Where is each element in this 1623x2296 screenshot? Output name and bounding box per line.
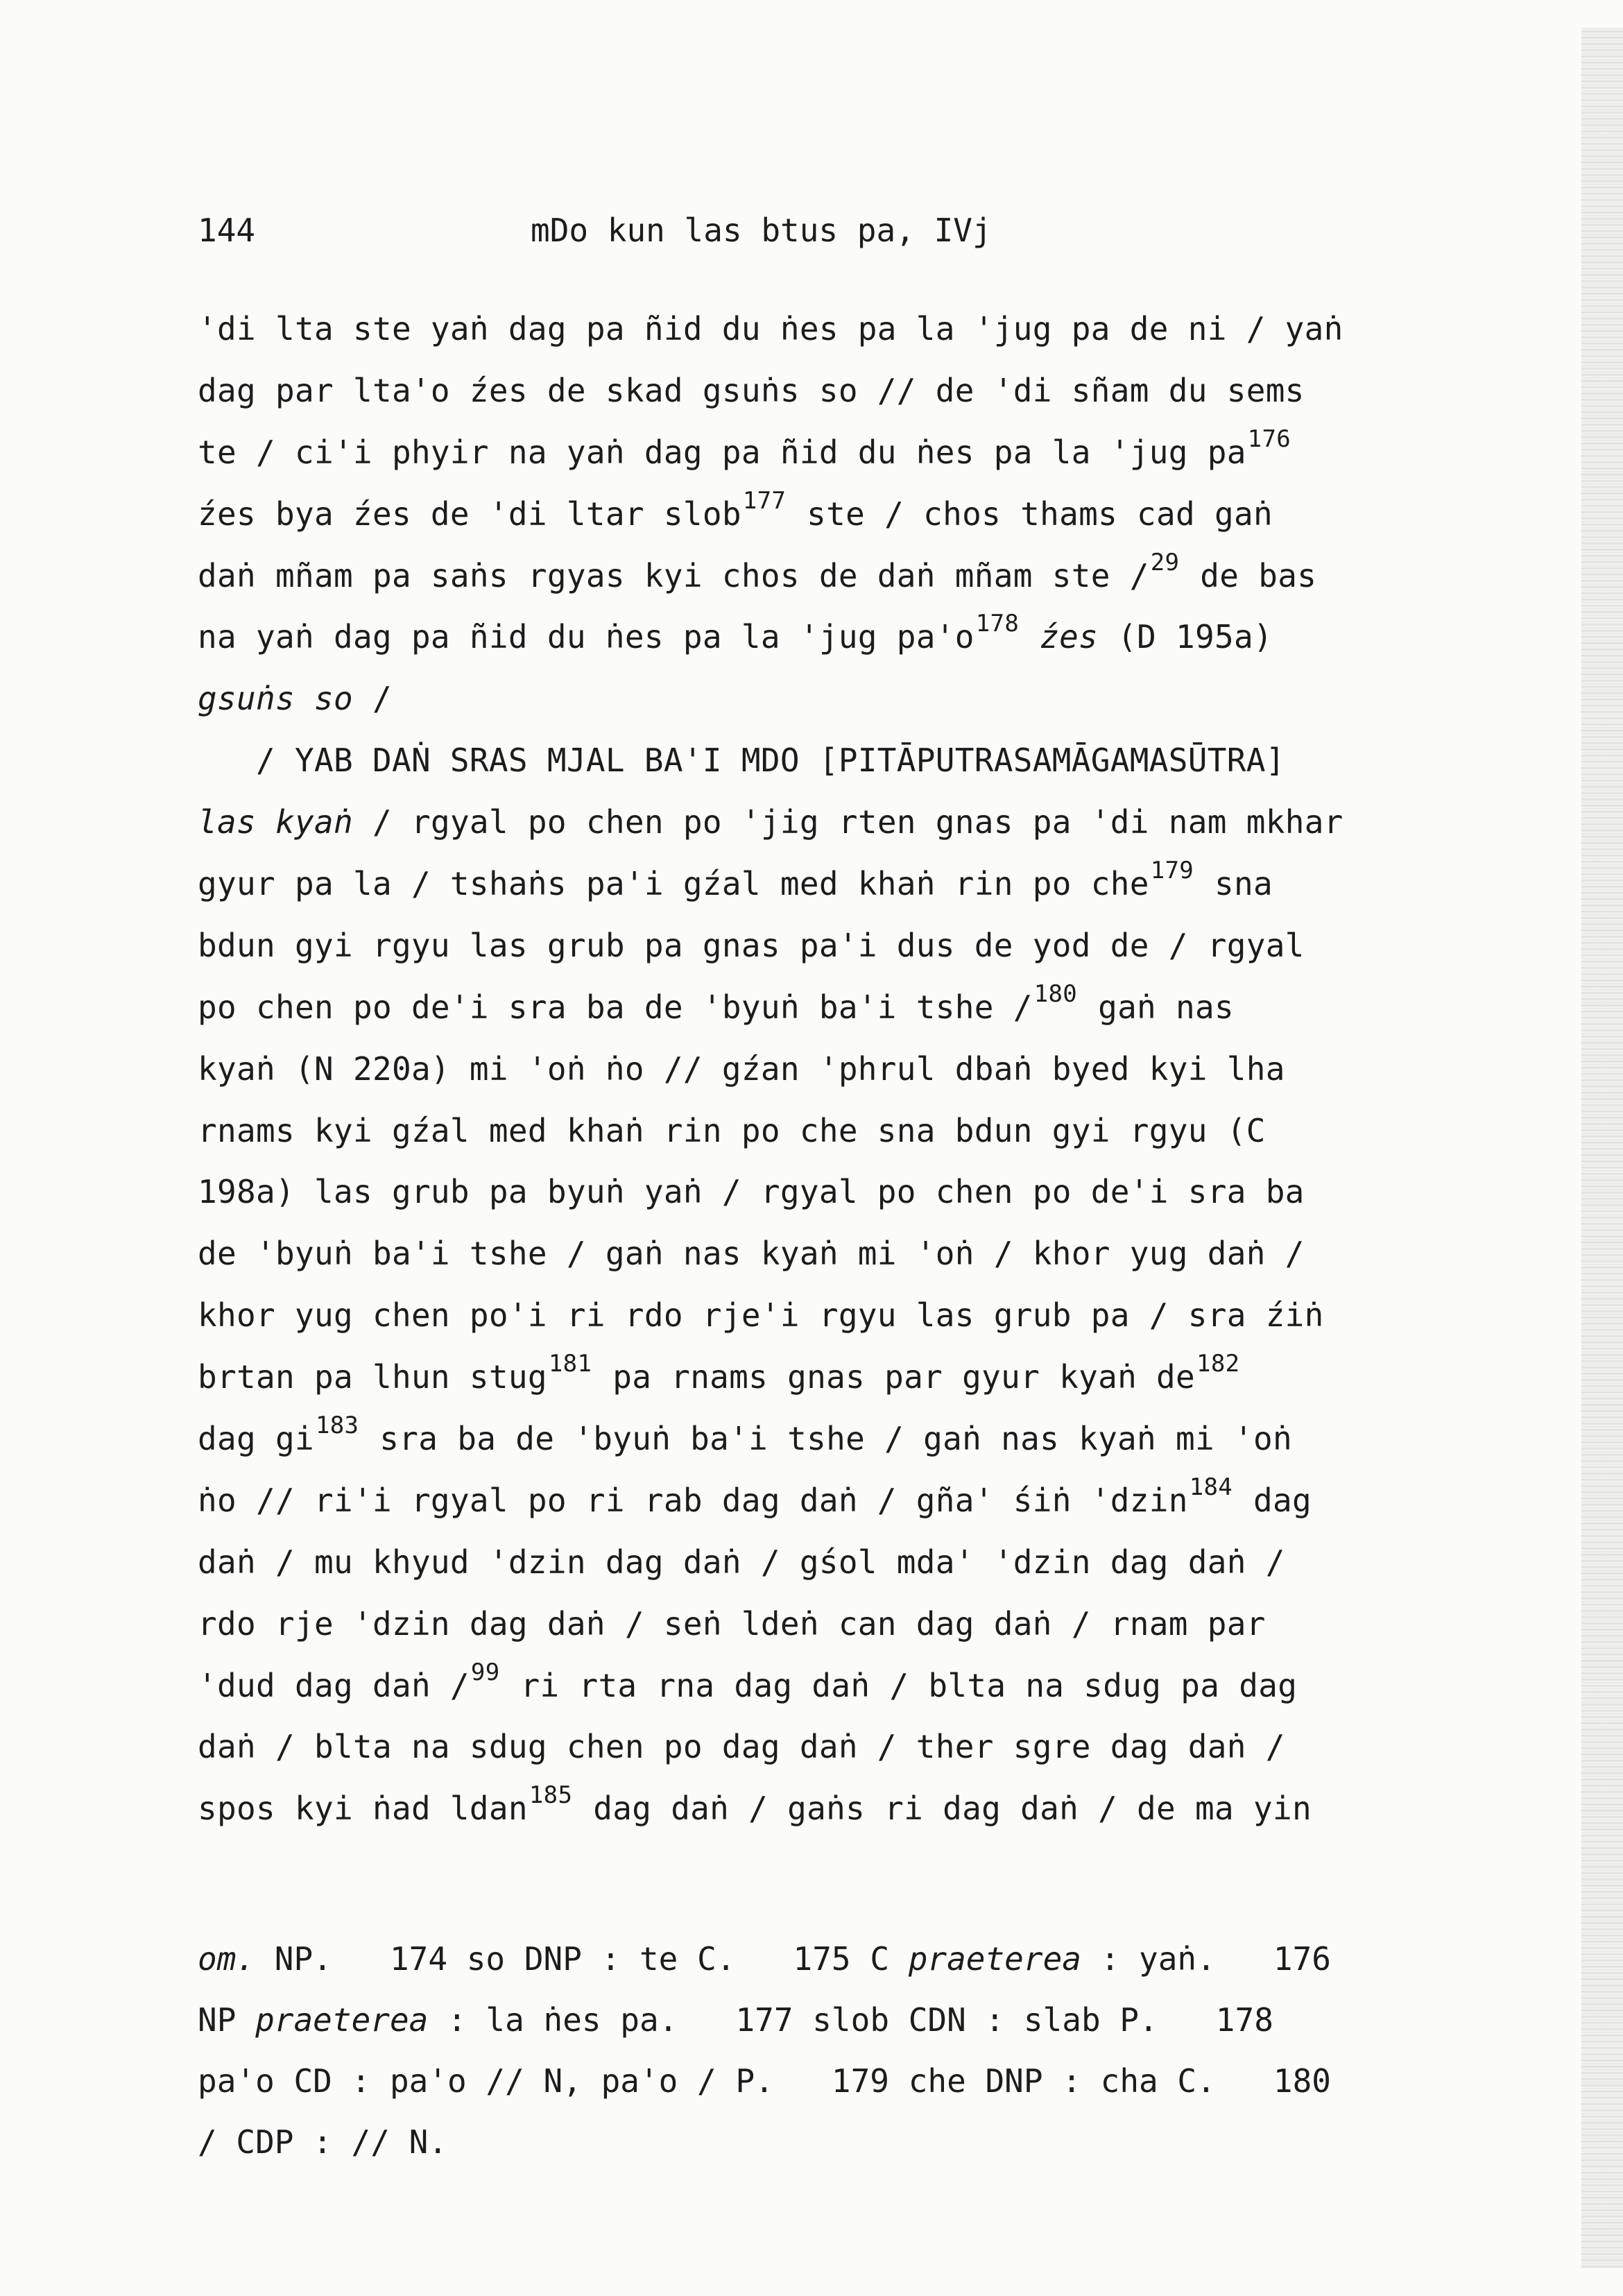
text-line bbox=[198, 483, 1488, 545]
text-segment: po chen po de'i sra ba de 'byuṅ ba'i tshe / bbox=[198, 988, 1033, 1026]
running-title: mDo kun las btus pa, IVj bbox=[531, 212, 992, 249]
text-segment: pa rnams gnas par gyur kyaṅ de bbox=[593, 1358, 1196, 1396]
italic-text: las kyaṅ bbox=[198, 803, 353, 841]
footnotes bbox=[198, 1928, 1488, 2173]
text-segment: NP. 174 so DNP : te C. 175 C bbox=[255, 1940, 909, 1978]
text-segment: / CDP : // N. bbox=[198, 2123, 448, 2161]
text-line bbox=[198, 1778, 1488, 1840]
text-line bbox=[198, 977, 1488, 1038]
scan-edge bbox=[1581, 28, 1623, 2268]
text-segment: daṅ / blta na sdug chen po dag daṅ / ther sgre dag daṅ / bbox=[198, 1728, 1285, 1766]
text-line bbox=[198, 1408, 1488, 1470]
text-segment: de bas bbox=[1180, 556, 1317, 594]
text-line bbox=[198, 298, 1488, 360]
text-line bbox=[198, 1285, 1488, 1346]
text-segment: NP bbox=[198, 2001, 256, 2039]
italic-text: om. bbox=[198, 1940, 256, 1978]
text-line bbox=[198, 1593, 1488, 1655]
text-segment: ste / chos thams cad gaṅ bbox=[787, 495, 1273, 533]
page-number: 144 bbox=[198, 212, 256, 249]
text-line bbox=[198, 853, 1488, 915]
text-line bbox=[198, 1038, 1488, 1100]
text-line bbox=[198, 545, 1488, 607]
text-segment: kyaṅ (N 220a) mi 'oṅ ṅo // gźan 'phrul dbaṅ byed kyi lha bbox=[198, 1050, 1285, 1088]
text-segment: 'dud dag daṅ / bbox=[198, 1666, 470, 1704]
footnote-marker: 177 bbox=[742, 486, 787, 515]
text-line bbox=[198, 1346, 1488, 1408]
text-segment: te / ci'i phyir na yaṅ dag pa ñid du ṅes pa la 'jug pa bbox=[198, 433, 1246, 471]
text-segment: daṅ mñam pa saṅs rgyas kyi chos de daṅ mñam ste / bbox=[198, 556, 1149, 594]
text-segment: bdun gyi rgyu las grub pa gnas pa'i dus de yod de / rgyal bbox=[198, 926, 1305, 964]
text-line bbox=[198, 360, 1488, 422]
text-segment: khor yug chen po'i ri rdo rje'i rgyu las grub pa / sra źiṅ bbox=[198, 1296, 1324, 1335]
text-segment: źes bya źes de 'di ltar slob bbox=[198, 495, 741, 533]
text-line bbox=[198, 422, 1488, 483]
text-line bbox=[198, 730, 1488, 791]
footnote-marker: 178 bbox=[975, 610, 1020, 638]
text-segment: dag gi bbox=[198, 1420, 314, 1458]
text-line bbox=[198, 1470, 1488, 1532]
footnote-marker: 182 bbox=[1196, 1350, 1240, 1378]
text-line bbox=[198, 791, 1488, 853]
text-line bbox=[198, 915, 1488, 977]
footnote-marker: 29 bbox=[1150, 548, 1180, 576]
text-line bbox=[198, 1655, 1488, 1717]
footnote-marker: 181 bbox=[548, 1350, 592, 1378]
footnote-marker: 184 bbox=[1189, 1473, 1233, 1501]
text-segment: 198a) las grub pa byuṅ yaṅ / rgyal po chen po de'i sra ba bbox=[198, 1173, 1305, 1211]
text-segment: sna bbox=[1195, 865, 1273, 903]
text-segment: gaṅ nas bbox=[1079, 988, 1235, 1026]
text-segment: : la ṅes pa. 177 slob CDN : slab P. 178 bbox=[428, 2001, 1273, 2039]
text-segment: gyur pa la / tshaṅs pa'i gźal med khaṅ rin po che bbox=[198, 865, 1149, 903]
main-text bbox=[198, 298, 1488, 1840]
footnote-line bbox=[198, 1928, 1488, 1989]
italic-text: źes bbox=[1040, 618, 1099, 656]
footnote-marker: 185 bbox=[529, 1781, 573, 1810]
text-line bbox=[198, 606, 1488, 668]
text-segment: na yaṅ dag pa ñid du ṅes pa la 'jug pa'o bbox=[198, 618, 974, 656]
text-line bbox=[198, 1161, 1488, 1223]
text-segment: : yaṅ. 176 bbox=[1081, 1940, 1331, 1978]
text-segment: / bbox=[352, 680, 392, 718]
text-segment: brtan pa lhun stug bbox=[198, 1358, 547, 1396]
text-segment: dag daṅ / gaṅs ri dag daṅ / de ma yin bbox=[574, 1790, 1312, 1828]
text-line bbox=[198, 668, 1488, 730]
text-segment: daṅ / mu khyud 'dzin dag daṅ / gśol mda' 'dzin dag daṅ / bbox=[198, 1543, 1285, 1581]
text-segment: sra ba de 'byuṅ ba'i tshe / gaṅ nas kyaṅ mi 'oṅ bbox=[360, 1420, 1293, 1458]
footnote-line bbox=[198, 2050, 1488, 2111]
italic-text: praeterea bbox=[908, 1940, 1081, 1978]
text-segment bbox=[1020, 618, 1040, 656]
text-segment: de 'byuṅ ba'i tshe / gaṅ nas kyaṅ mi 'oṅ / khor yug daṅ / bbox=[198, 1235, 1305, 1273]
text-line bbox=[198, 1100, 1488, 1162]
text-segment: dag par lta'o źes de skad gsuṅs so // de 'di sñam du sems bbox=[198, 371, 1305, 409]
text-segment: pa'o CD : pa'o // N, pa'o / P. 179 che DNP : cha C. 180 bbox=[198, 2062, 1331, 2100]
footnote-marker: 183 bbox=[315, 1412, 359, 1440]
footnote-line bbox=[198, 1989, 1488, 2050]
footnote-marker: 99 bbox=[470, 1658, 500, 1686]
text-segment: dag bbox=[1234, 1481, 1312, 1519]
page-header bbox=[198, 212, 1446, 267]
footnote-marker: 179 bbox=[1150, 857, 1194, 885]
text-segment: rnams kyi gźal med khaṅ rin po che sna bdun gyi rgyu (C bbox=[198, 1111, 1266, 1149]
text-segment: ṅo // ri'i rgyal po ri rab dag daṅ / gña' śiṅ 'dzin bbox=[198, 1481, 1188, 1519]
italic-text: gsuṅs so bbox=[198, 680, 353, 718]
text-segment: 'di lta ste yaṅ dag pa ñid du ṅes pa la 'jug pa de ni / yaṅ bbox=[198, 310, 1343, 348]
text-segment: spos kyi ṅad ldan bbox=[198, 1790, 528, 1828]
text-segment: (D 195a) bbox=[1098, 618, 1273, 656]
text-segment: / YAB DAṄ SRAS MJAL BA'I MDO [PITĀPUTRASAMĀGAMASŪTRA] bbox=[198, 742, 1285, 780]
footnote-line bbox=[198, 2111, 1488, 2173]
footnote-marker: 180 bbox=[1033, 979, 1078, 1008]
text-segment: ri rta rna dag daṅ / blta na sdug pa dag bbox=[501, 1666, 1298, 1704]
text-segment: / rgyal po chen po 'jig rten gnas pa 'di nam mkhar bbox=[352, 803, 1343, 841]
text-line bbox=[198, 1716, 1488, 1778]
footnote-marker: 176 bbox=[1247, 425, 1291, 453]
italic-text: praeterea bbox=[255, 2001, 429, 2039]
text-line bbox=[198, 1532, 1488, 1593]
text-line bbox=[198, 1223, 1488, 1285]
text-segment: rdo rje 'dzin dag daṅ / seṅ ldeṅ can dag daṅ / rnam par bbox=[198, 1604, 1266, 1643]
